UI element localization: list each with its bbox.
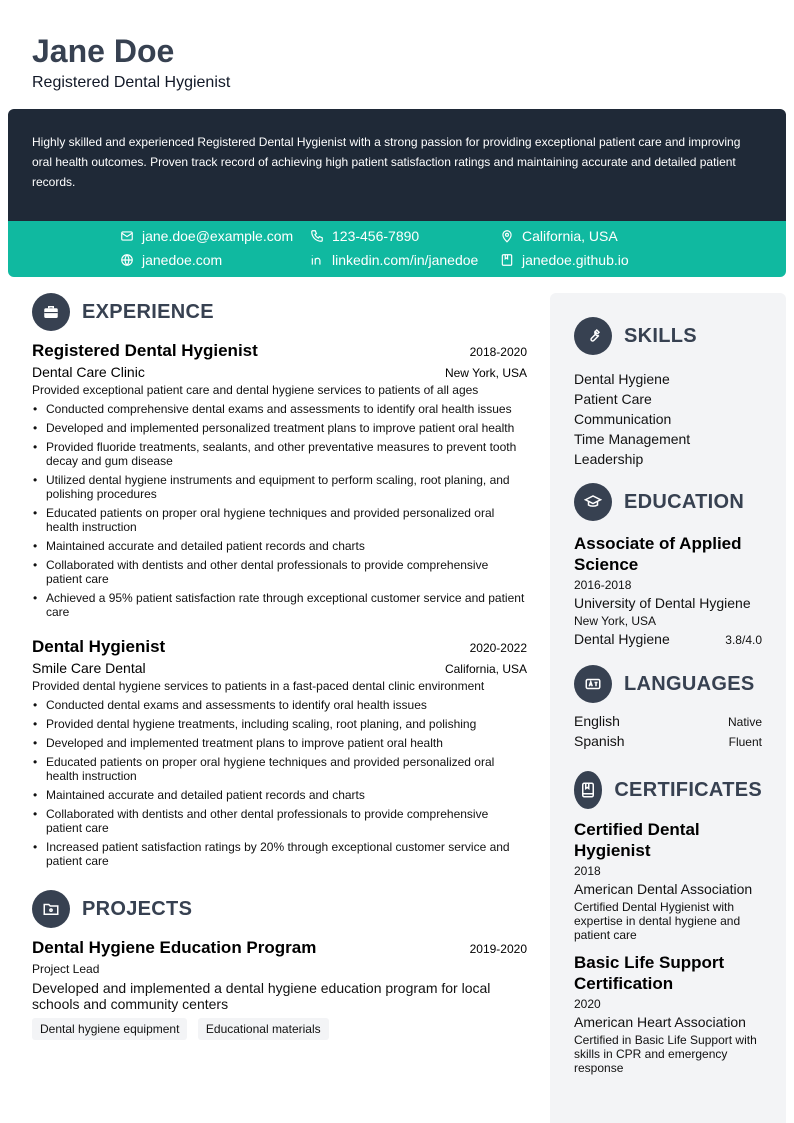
folder-icon: [32, 890, 70, 928]
contact-website-text: janedoe.com: [142, 252, 223, 268]
bullet-item: • Utilized dental hygiene instruments and equipment to perform scaling, root planing, and polishing procedures: [32, 473, 527, 501]
bullet-item: • Provided fluoride treatments, sealants, and other preventative measures to prevent tooth decay and gum disease: [32, 440, 527, 468]
education-title: EDUCATION: [624, 490, 745, 513]
certificate-item: [574, 819, 762, 942]
experience-item: [32, 341, 527, 619]
book-icon: [574, 771, 602, 809]
job-location: New York, USA: [444, 366, 527, 380]
linkedin-icon: [310, 253, 324, 267]
project-title: Dental Hygiene Education Program: [32, 938, 317, 957]
contact-email[interactable]: [120, 228, 293, 244]
education-gpa: 3.8/4.0: [725, 633, 762, 647]
certificates-header: [574, 771, 762, 809]
briefcase-icon: [32, 293, 70, 331]
job-summary: Provided dental hygiene services to patients in a fast-paced dental clinic environment: [32, 679, 485, 693]
job-title: Registered Dental Hygienist: [32, 341, 258, 360]
contact-location-text: California, USA: [522, 228, 618, 244]
certificate-year: 2018: [574, 864, 601, 878]
resume-header: [32, 32, 230, 92]
project-item: [32, 938, 527, 1040]
project-description: Developed and implemented a dental hygiene education program for local schools and community centers: [32, 980, 491, 1012]
bullet-item: • Collaborated with dentists and other dental professionals to provide comprehensive patient care: [32, 807, 527, 835]
project-tags: [32, 1018, 527, 1040]
job-title: Dental Hygienist: [32, 637, 166, 656]
job-summary: Provided exceptional patient care and dental hygiene services to patients of all ages: [32, 383, 479, 397]
bullet-item: • Increased patient satisfaction ratings by 20% through exceptional customer service and patient care: [32, 840, 527, 868]
bullet-item: • Achieved a 95% patient satisfaction rate through exceptional customer service and patient care: [32, 591, 527, 619]
languages-list: [574, 713, 762, 753]
bullet-item: • Conducted comprehensive dental exams and assessments to identify oral health issues: [32, 402, 527, 416]
education-degree: Associate of Applied Science: [574, 534, 742, 574]
job-company: Smile Care Dental: [32, 660, 146, 676]
certificate-description: Certified in Basic Life Support with skills in CPR and emergency response: [574, 1033, 757, 1075]
contact-phone-text: 123-456-7890: [332, 228, 420, 244]
projects-title: PROJECTS: [82, 897, 193, 920]
certificate-issuer: American Heart Association: [574, 1014, 746, 1030]
job-location: California, USA: [444, 662, 527, 676]
job-bullets: [32, 402, 527, 619]
main-column: [32, 293, 527, 1040]
globe-icon: [120, 253, 134, 267]
summary-section: [8, 109, 786, 221]
skill-item: Patient Care: [574, 391, 652, 407]
contact-website[interactable]: [120, 252, 222, 268]
project-tag: Educational materials: [198, 1018, 329, 1040]
bullet-item: • Developed and implemented treatment plans to improve patient oral health: [32, 736, 527, 750]
job-bullets: [32, 698, 527, 868]
bullet-item: • Provided dental hygiene treatments, including scaling, root planing, and polishing: [32, 717, 527, 731]
candidate-title: Registered Dental Hygienist: [32, 74, 231, 91]
sidebar: [550, 293, 786, 1123]
bullet-item: • Educated patients on proper oral hygiene techniques and provided personalized oral health instruction: [32, 755, 527, 783]
certificate-item: [574, 952, 762, 1075]
contact-linkedin-text: linkedin.com/in/janedoe: [332, 252, 479, 268]
contact-github[interactable]: [500, 252, 629, 268]
bullet-item: • Maintained accurate and detailed patient records and charts: [32, 539, 527, 553]
certificate-title: Basic Life Support Certification: [574, 953, 725, 993]
portfolio-icon: [500, 253, 514, 267]
experience-header: [32, 293, 527, 331]
experience-title: EXPERIENCE: [82, 300, 214, 323]
skills-list: [574, 369, 762, 469]
candidate-name: Jane Doe: [32, 33, 175, 69]
job-dates: 2020-2022: [469, 641, 527, 655]
language-level: Fluent: [728, 735, 762, 749]
bullet-item: • Collaborated with dentists and other dental professionals to provide comprehensive patient care: [32, 558, 527, 586]
project-tag: Dental hygiene equipment: [32, 1018, 187, 1040]
language-item: [574, 733, 762, 753]
education-header: [574, 483, 762, 521]
bullet-item: • Educated patients on proper oral hygiene techniques and provided personalized oral health instruction: [32, 506, 527, 534]
location-pin-icon: [500, 229, 514, 243]
certificate-year: 2020: [574, 997, 601, 1011]
project-dates: 2019-2020: [469, 942, 527, 956]
certificate-description: Certified Dental Hygienist with expertise in dental hygiene and patient care: [574, 900, 741, 942]
languages-header: [574, 665, 762, 703]
language-name: English: [574, 713, 620, 729]
education-dates: 2016-2018: [574, 578, 632, 592]
skills-header: [574, 317, 762, 355]
skill-item: Time Management: [574, 431, 691, 447]
job-dates: 2018-2020: [469, 345, 527, 359]
translate-icon: [574, 665, 612, 703]
certificates-title: CERTIFICATES: [614, 778, 762, 801]
project-role: Project Lead: [32, 962, 100, 976]
graduation-cap-icon: [574, 483, 612, 521]
job-company: Dental Care Clinic: [32, 364, 145, 380]
skill-item: Dental Hygiene: [574, 371, 670, 387]
experience-item: [32, 637, 527, 868]
language-name: Spanish: [574, 733, 625, 749]
bullet-item: • Conducted dental exams and assessments to identify oral health issues: [32, 698, 527, 712]
languages-title: LANGUAGES: [624, 672, 755, 695]
contact-email-text: jane.doe@example.com: [142, 228, 294, 244]
language-item: [574, 713, 762, 733]
language-level: Native: [727, 715, 762, 729]
contact-phone[interactable]: [310, 228, 419, 244]
education-location: New York, USA: [574, 614, 657, 628]
skill-item: Leadership: [574, 451, 644, 467]
education-school: University of Dental Hygiene: [574, 595, 751, 611]
certificate-title: Certified Dental Hygienist: [574, 820, 700, 860]
contact-github-text: janedoe.github.io: [522, 252, 629, 268]
phone-icon: [310, 229, 324, 243]
certificate-issuer: American Dental Association: [574, 881, 753, 897]
projects-header: [32, 890, 527, 928]
education-item: [574, 533, 762, 647]
education-field: Dental Hygiene: [574, 631, 670, 647]
contact-bar: [8, 221, 786, 277]
contact-linkedin[interactable]: [310, 252, 478, 268]
summary-text: Highly skilled and experienced Registered Dental Hygienist with a strong passion for providing exceptional patient care and improving oral health outcomes. Proven track record of achieving high patient satisfaction ratings and maintaining accurate and detailed patient records.: [32, 135, 741, 189]
wrench-icon: [574, 317, 612, 355]
bullet-item: • Developed and implemented personalized treatment plans to improve patient oral health: [32, 421, 527, 435]
contact-location: [500, 228, 618, 244]
bullet-item: • Maintained accurate and detailed patient records and charts: [32, 788, 527, 802]
skills-title: SKILLS: [624, 324, 697, 347]
mail-icon: [120, 229, 134, 243]
skill-item: Communication: [574, 411, 672, 427]
